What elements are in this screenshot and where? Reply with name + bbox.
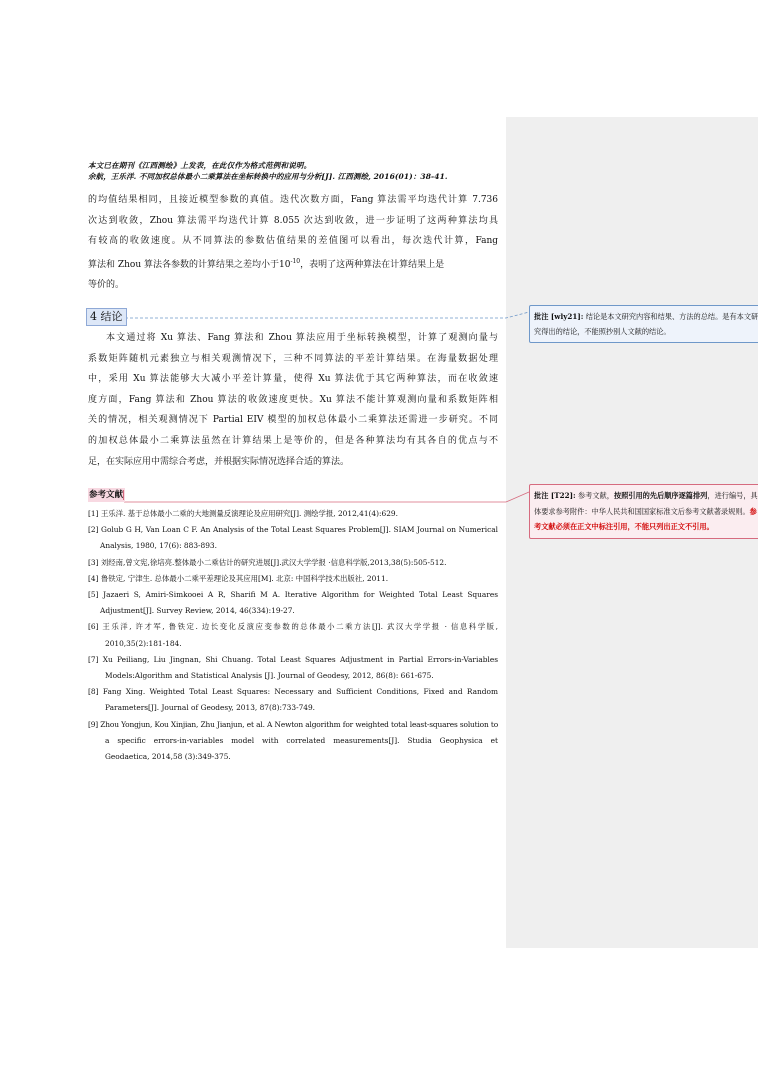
comment-label: 批注 [T22]:: [534, 491, 576, 500]
section-heading-conclusion[interactable]: 4 结论: [86, 308, 127, 326]
references-heading[interactable]: [88, 488, 125, 502]
reference-line: [1] 王乐洋. 基于总体最小二乘的大地测量反演理论及应用研究[J]. 测绘学报, 2012,41(4):629.: [88, 509, 398, 518]
reference-line: [7] Xu Peiliang, Liu Jingnan, Shi Chuang. Total Least Squares Adjustment in Partial Errors-in-Variables: [88, 654, 498, 664]
comment-warning: 参考文献必须在正文中标注引用，不能只列出正文不引用。: [534, 506, 757, 531]
text-line: 足，在实际应用中需综合考虑，并根据实际情况选择合适的算法。: [88, 456, 350, 467]
text-line: 有较高的收敛速度。从不同算法的参数估值结果的差值图可以看出，每次迭代计算，Fang: [88, 236, 498, 247]
comment-balloon-conclusion[interactable]: [529, 305, 758, 343]
reference-line: Parameters[J]. Journal of Geodesy, 2013, 87(8):733-749.: [105, 703, 316, 713]
reference-line: [6] 王乐洋, 许才军, 鲁铁定. 边长变化反演应变参数的总体最小二乘方法[J]. 武汉大学学报 · 信息科学版,: [88, 622, 498, 632]
reference-item: [88, 587, 498, 619]
text-line: 等价的。: [88, 280, 125, 291]
reference-item: [88, 619, 498, 651]
comment-text: 结论是本文研究内容和结果、方法的总结。是有本文研究得出的结论，不能照抄别人文献的结论。: [534, 312, 758, 336]
paragraph-conclusion: [88, 328, 498, 472]
heading-part: 参考: [89, 490, 107, 500]
reference-line: [8] Fang Xing. Weighted Total Least Squares: Necessary and Sufficient Conditions, Fixed and Random: [88, 687, 498, 697]
reference-line: a specific errors-in-variables model with correlated measurements[J]. Studia Geophysica et: [105, 735, 498, 745]
text-line: 度方面，Fang 算法和 Zhou 算法的收敛速度更快。Xu 算法不能计算观测向量和系数矩阵相: [88, 394, 498, 405]
text-segment: 算法和 Zhou 算法各参数的计算结果之差均小于10: [88, 259, 291, 270]
heading-part: 文献: [106, 490, 124, 500]
paragraph-results: [88, 190, 498, 296]
text-line: 关的情况，相关观测情况下 Partial EIV 模型的加权总体最小二乘算法还需进一步研究。不同: [88, 415, 498, 426]
text-line: 系数矩阵随机元素独立与相关观测情况下，三种不同算法的平差计算结果。在海量数据处理: [88, 353, 498, 364]
citation-line: 余航，王乐洋. 不同加权总体最小二乘算法在坐标转换中的应用与分析[J]. 江西测绘, 2016(01)：38-41.: [88, 172, 448, 181]
comment-text: ，进行编号，具体要求参考附件：中华人民共和国国家标准文后参考文献著录规则。: [534, 491, 758, 516]
reference-item: [88, 506, 498, 522]
comment-text: 参考文献，: [575, 491, 614, 500]
reference-line: [2] Golub G H, Van Loan C F. An Analysis of the Total Least Squares Problem[J]. SIAM Journal on Numerical: [88, 525, 498, 535]
reference-item: [88, 684, 498, 716]
text-line: 本文通过将 Xu 算法、Fang 算法和 Zhou 算法应用于坐标转换模型，计算了观测向量与: [106, 333, 498, 343]
text-line: 的加权总体最小二乘算法虽然在计算结果上是等价的，但是各种算法均有其各自的优点与不: [88, 435, 498, 446]
superscript: -10: [290, 257, 301, 265]
reference-list: [88, 506, 498, 765]
text-line: 中，采用 Xu 算法能够大大减小平差计算量，使得 Xu 算法优于其它两种算法，而在收敛速: [88, 374, 498, 385]
reference-line: 2010,35(2):181-184.: [105, 638, 182, 648]
reference-item: [88, 555, 498, 571]
text-line: [88, 252, 498, 276]
text-line: 的均值结果相同，且接近模型参数的真值。迭代次数方面，Fang 算法需平均迭代计算 7.736: [88, 195, 498, 205]
reference-line: Geodaetica, 2014,58 (3):349-375.: [105, 752, 231, 762]
text-segment: ，表明了这两种算法在计算结果上是: [300, 259, 445, 270]
comment-label: 批注 [wly21]:: [534, 312, 584, 321]
reference-line: [5] Jazaeri S, Amiri-Simkooei A R, Sharifi M A. Iterative Algorithm for Weighted Total Least Squares: [88, 590, 498, 600]
reference-line: Models:Algorithm and Statistical Analysis [J]. Journal of Geodesy, 2012, 86(8): 661-675.: [105, 671, 434, 681]
publication-note: 本文已在期刊《江西测绘》上发表，在此仅作为格式范例和说明。: [88, 161, 312, 170]
reference-line: [3] 刘经南,曾文宪,徐培亮.整体最小二乘估计的研究进展[J].武汉大学学报 ·信息科学版,2013,38(5):505-512.: [88, 557, 447, 567]
reference-line: [9] Zhou Yongjun, Kou Xinjian, Zhu Jianjun, et al. A Newton algorithm for weighted total least-squares solution to: [88, 719, 498, 729]
reference-line: Analysis, 1980, 17(6): 883-893.: [100, 541, 217, 551]
reference-line: [4] 鲁铁定, 宁津生. 总体最小二乘平差理论及其应用[M]. 北京: 中国科学技术出版社, 2011.: [88, 573, 389, 583]
comment-emphasis: 按照引用的先后顺序逐篇排列: [613, 491, 708, 500]
comment-balloon-references[interactable]: [529, 484, 758, 539]
reference-item: [88, 717, 498, 766]
reference-item: [88, 522, 498, 554]
reference-item: [88, 652, 498, 684]
reference-item: [88, 571, 498, 587]
text-line: 次达到收敛，Zhou 算法需平均迭代计算 8.055 次达到收敛，进一步证明了这两种算法均具: [88, 215, 498, 226]
reference-line: Adjustment[J]. Survey Review, 2014, 46(334):19-27.: [100, 606, 295, 616]
